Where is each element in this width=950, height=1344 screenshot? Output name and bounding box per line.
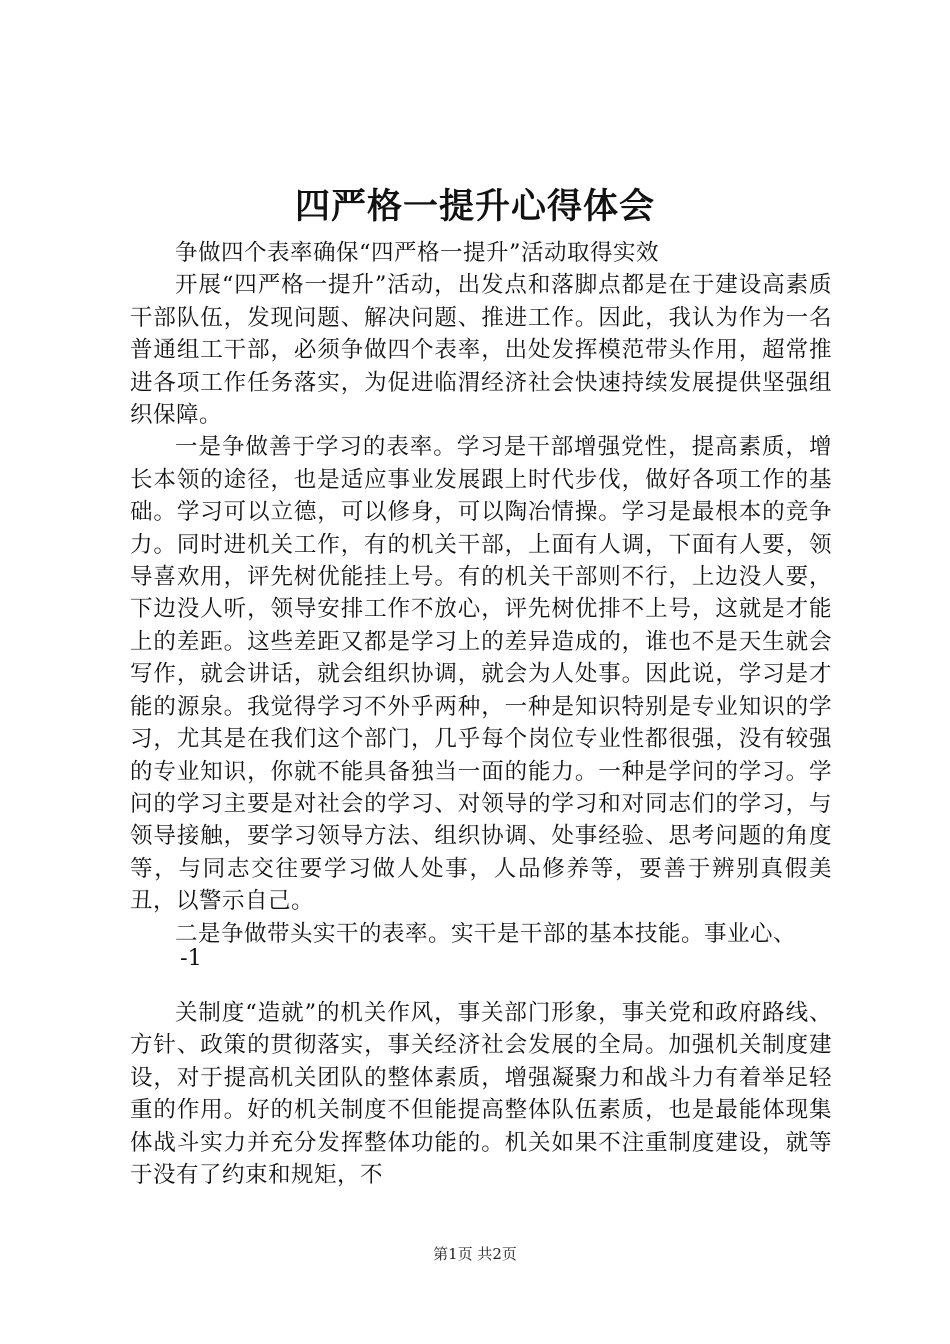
continuation-block — [130, 997, 832, 1191]
document-title: 四严格一提升心得体会 — [294, 186, 655, 227]
body-text-block — [130, 237, 832, 950]
subtitle-paragraph: 争做四个表率确保“四严格一提升”活动取得实效 — [175, 240, 660, 266]
practice-paragraph: 二是争做带头实干的表率。实干是干部的基本技能。事业心、 — [175, 920, 797, 947]
page-number-mark: -1 — [180, 945, 202, 971]
continuation-paragraph: 关制度“造就”的机关作风，事关部门形象，事关党和政府路线、方针、政策的贯彻落实，事关经济社会发展的全局。加强机关制度建设，对于提高机关团队的整体素质，增强凝聚力和战斗力有着举足轻重的作用。好的机关制度不但能提高整体队伍素质，也是最能体现集体战斗实力并充分发挥整体功能的。机关如果不注重制度建设，就等于没有了约束和规矩，不 — [130, 1000, 832, 1189]
learning-paragraph: 一是争做善于学习的表率。学习是干部增强党性，提高素质，增长本领的途径，也是适应事业发展跟上时代步伐，做好各项工作的基础。学习可以立德，可以修身，可以陶冶情操。学习是最根本的竞争力。同时进机关工作，有的机关干部，上面有人调，下面有人要，领导喜欢用，评先树优能挂上号。有的机关干部则不行，上边没人要，下边没人听，领导安排工作不放心，评先树优排不上号，这就是才能上的差距。这些差距又都是学习上的差异造成的，谁也不是天生就会写作，就会讲话，就会组织协调，就会为人处事。因此说，学习是才能的源泉。我觉得学习不外乎两种，一种是知识特别是专业知识的学习，尤其是在我们这个部门，几乎每个岗位专业性都很强，没有较强的专业知识，你就不能具备独当一面的能力。一种是学问的学习。学问的学习主要是对社会的学习、对领导的学习和对同志们的学习，与领导接触，要学习领导方法、组织协调、处事经验、思考问题的角度等，与同志交往要学习做人处事，人品修养等，要善于辨别真假美丑，以警示自己。 — [130, 434, 832, 915]
page-footer: 第1页 共2页 — [433, 1245, 517, 1263]
intro-paragraph: 开展“四严格一提升”活动，出发点和落脚点都是在于建设高素质干部队伍，发现问题、解决问题、推进工作。因此，我认为作为一名普通组工干部，必须争做四个表率，出处发挥模范带头作用，超常推进各项工作任务落实，为促进临渭经济社会快速持续发展提供坚强组织保障。 — [130, 272, 832, 429]
